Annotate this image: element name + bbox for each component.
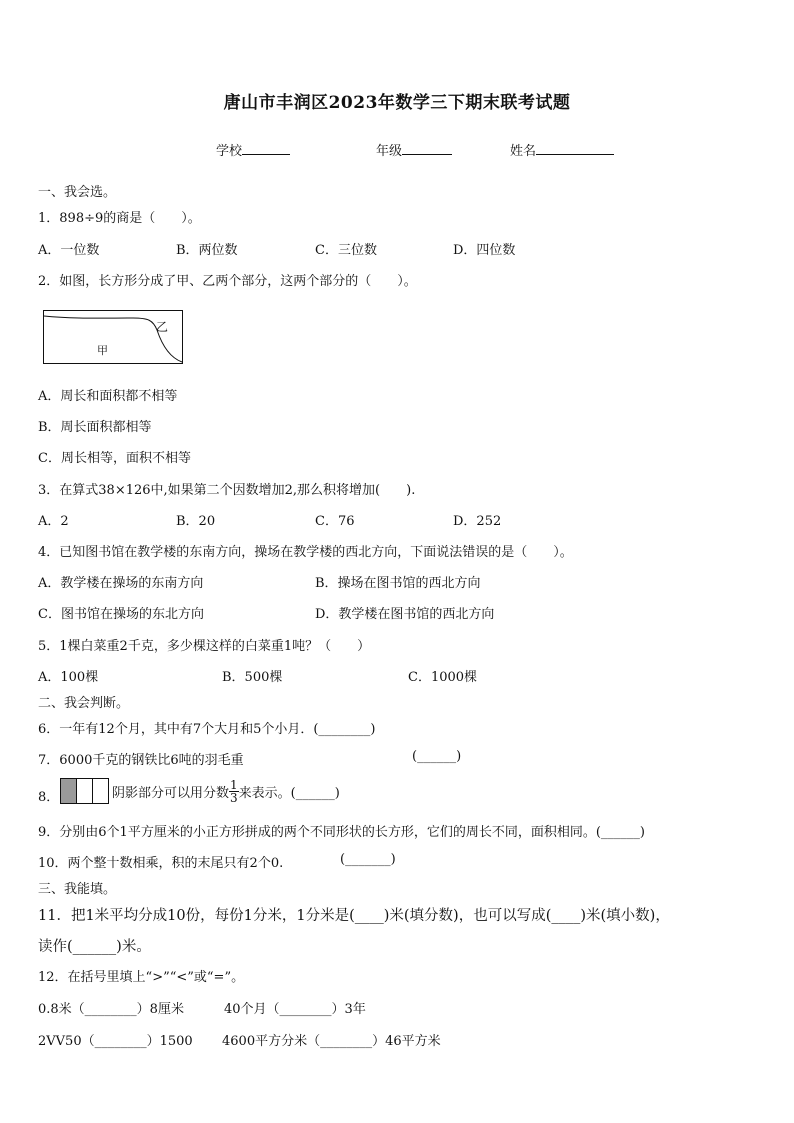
- name-blank[interactable]: [536, 142, 614, 155]
- question-8-text: [112, 779, 340, 804]
- question-7-stem: 7．6000千克的钢铁比6吨的羽毛重: [38, 753, 244, 768]
- q4-option-d[interactable]: D．教学楼在图书馆的西北方向: [315, 607, 495, 622]
- q4-option-c[interactable]: C．图书馆在操场的东北方向: [38, 607, 204, 622]
- question-2-stem: 2．如图，长方形分成了甲、乙两个部分，这两个部分的（ ）。: [38, 274, 417, 289]
- section-heading-fill: 三、我能填。: [38, 882, 117, 897]
- q2-option-c[interactable]: C．周长相等，面积不相等: [38, 451, 191, 466]
- q2-option-b[interactable]: B．周长面积都相等: [38, 420, 152, 435]
- q12-compare-4[interactable]: 4600平方分米（________）46平方米: [222, 1034, 441, 1049]
- fraction-denominator: 3: [230, 791, 238, 805]
- question-3-stem: 3．在算式38×126中,如果第二个因数增加2,那么积将增加( ).: [38, 483, 416, 498]
- q1-option-a[interactable]: A．一位数: [38, 243, 100, 258]
- rectangle-split-figure: [43, 310, 183, 364]
- q5-option-c[interactable]: C．1000棵: [408, 670, 478, 685]
- name-field[interactable]: [510, 140, 614, 159]
- grade-field[interactable]: [376, 140, 452, 159]
- q12-compare-1[interactable]: 0.8米（________）8厘米: [38, 1002, 184, 1017]
- school-label: 学校: [216, 144, 243, 159]
- question-4-stem: 4．已知图书馆在教学楼的东南方向，操场在教学楼的西北方向，下面说法错误的是（ ）。: [38, 545, 573, 560]
- q12-compare-3[interactable]: 2VV50（________）1500: [38, 1034, 193, 1049]
- question-6: 6．一年有12个月，其中有7个大月和5个小月．(________): [38, 722, 376, 737]
- q8-text-before: 阴影部分可以用分数: [112, 786, 230, 801]
- q10-answer-blank[interactable]: (_______): [340, 852, 396, 867]
- q3-option-a[interactable]: A．2: [38, 514, 69, 529]
- school-field[interactable]: [216, 140, 290, 159]
- unshaded-part-1: [77, 779, 93, 804]
- q2-option-a[interactable]: A．周长和面积都不相等: [38, 389, 178, 404]
- name-label: 姓名: [510, 144, 537, 159]
- fraction-one-third: [229, 779, 239, 804]
- q1-option-c[interactable]: C．三位数: [315, 243, 377, 258]
- page-title: 唐山市丰润区2023年数学三下期末联考试题: [223, 93, 571, 113]
- question-11-line-1: 11．把1米平均分成10份，每份1分米，1分米是(____)米(填分数)，也可以写成(____)米(填小数)，: [38, 908, 670, 924]
- question-12-stem: 12．在括号里填上“>”“<”或“=”。: [38, 970, 245, 985]
- thirds-bar-figure: [60, 778, 110, 804]
- figure-label-jia: 甲: [97, 344, 108, 357]
- q5-option-b[interactable]: B．500棵: [222, 670, 283, 685]
- q12-compare-2[interactable]: 40个月（________）3年: [224, 1002, 366, 1017]
- shaded-part: [61, 779, 77, 804]
- question-1-stem: 1．898÷9的商是（ ）。: [38, 211, 201, 226]
- question-8-number: 8．: [38, 790, 60, 805]
- question-5-stem: 5．1棵白菜重2千克，多少棵这样的白菜重1吨？（ ）: [38, 639, 371, 654]
- unshaded-part-2: [93, 779, 109, 804]
- figure-label-yi: 乙: [156, 320, 169, 334]
- q4-option-b[interactable]: B．操场在图书馆的西北方向: [315, 576, 481, 591]
- q3-option-d[interactable]: D．252: [453, 514, 502, 529]
- question-11-line-2: 读作(______)米。: [38, 939, 151, 955]
- q5-option-a[interactable]: A．100棵: [38, 670, 99, 685]
- q4-option-a[interactable]: A．教学楼在操场的东南方向: [38, 576, 204, 591]
- school-blank[interactable]: [242, 142, 290, 155]
- q7-answer-blank[interactable]: (______): [412, 749, 462, 764]
- grade-label: 年级: [376, 144, 403, 159]
- q8-text-after: 来表示。(______): [238, 786, 340, 801]
- fraction-numerator: 1: [230, 778, 238, 792]
- section-heading-choose: 一、我会选。: [38, 185, 117, 200]
- q1-option-d[interactable]: D．四位数: [453, 243, 516, 258]
- question-9: 9．分别由6个1平方厘米的小正方形拼成的两个不同形状的长方形，它们的周长不同，面积相同。(______): [38, 825, 645, 840]
- question-10-stem: 10．两个整十数相乘，积的末尾只有2个0.: [38, 856, 284, 871]
- section-heading-judge: 二、我会判断。: [38, 696, 130, 711]
- q3-option-c[interactable]: C．76: [315, 514, 355, 529]
- grade-blank[interactable]: [402, 142, 452, 155]
- q3-option-b[interactable]: B．20: [176, 514, 216, 529]
- q1-option-b[interactable]: B．两位数: [176, 243, 238, 258]
